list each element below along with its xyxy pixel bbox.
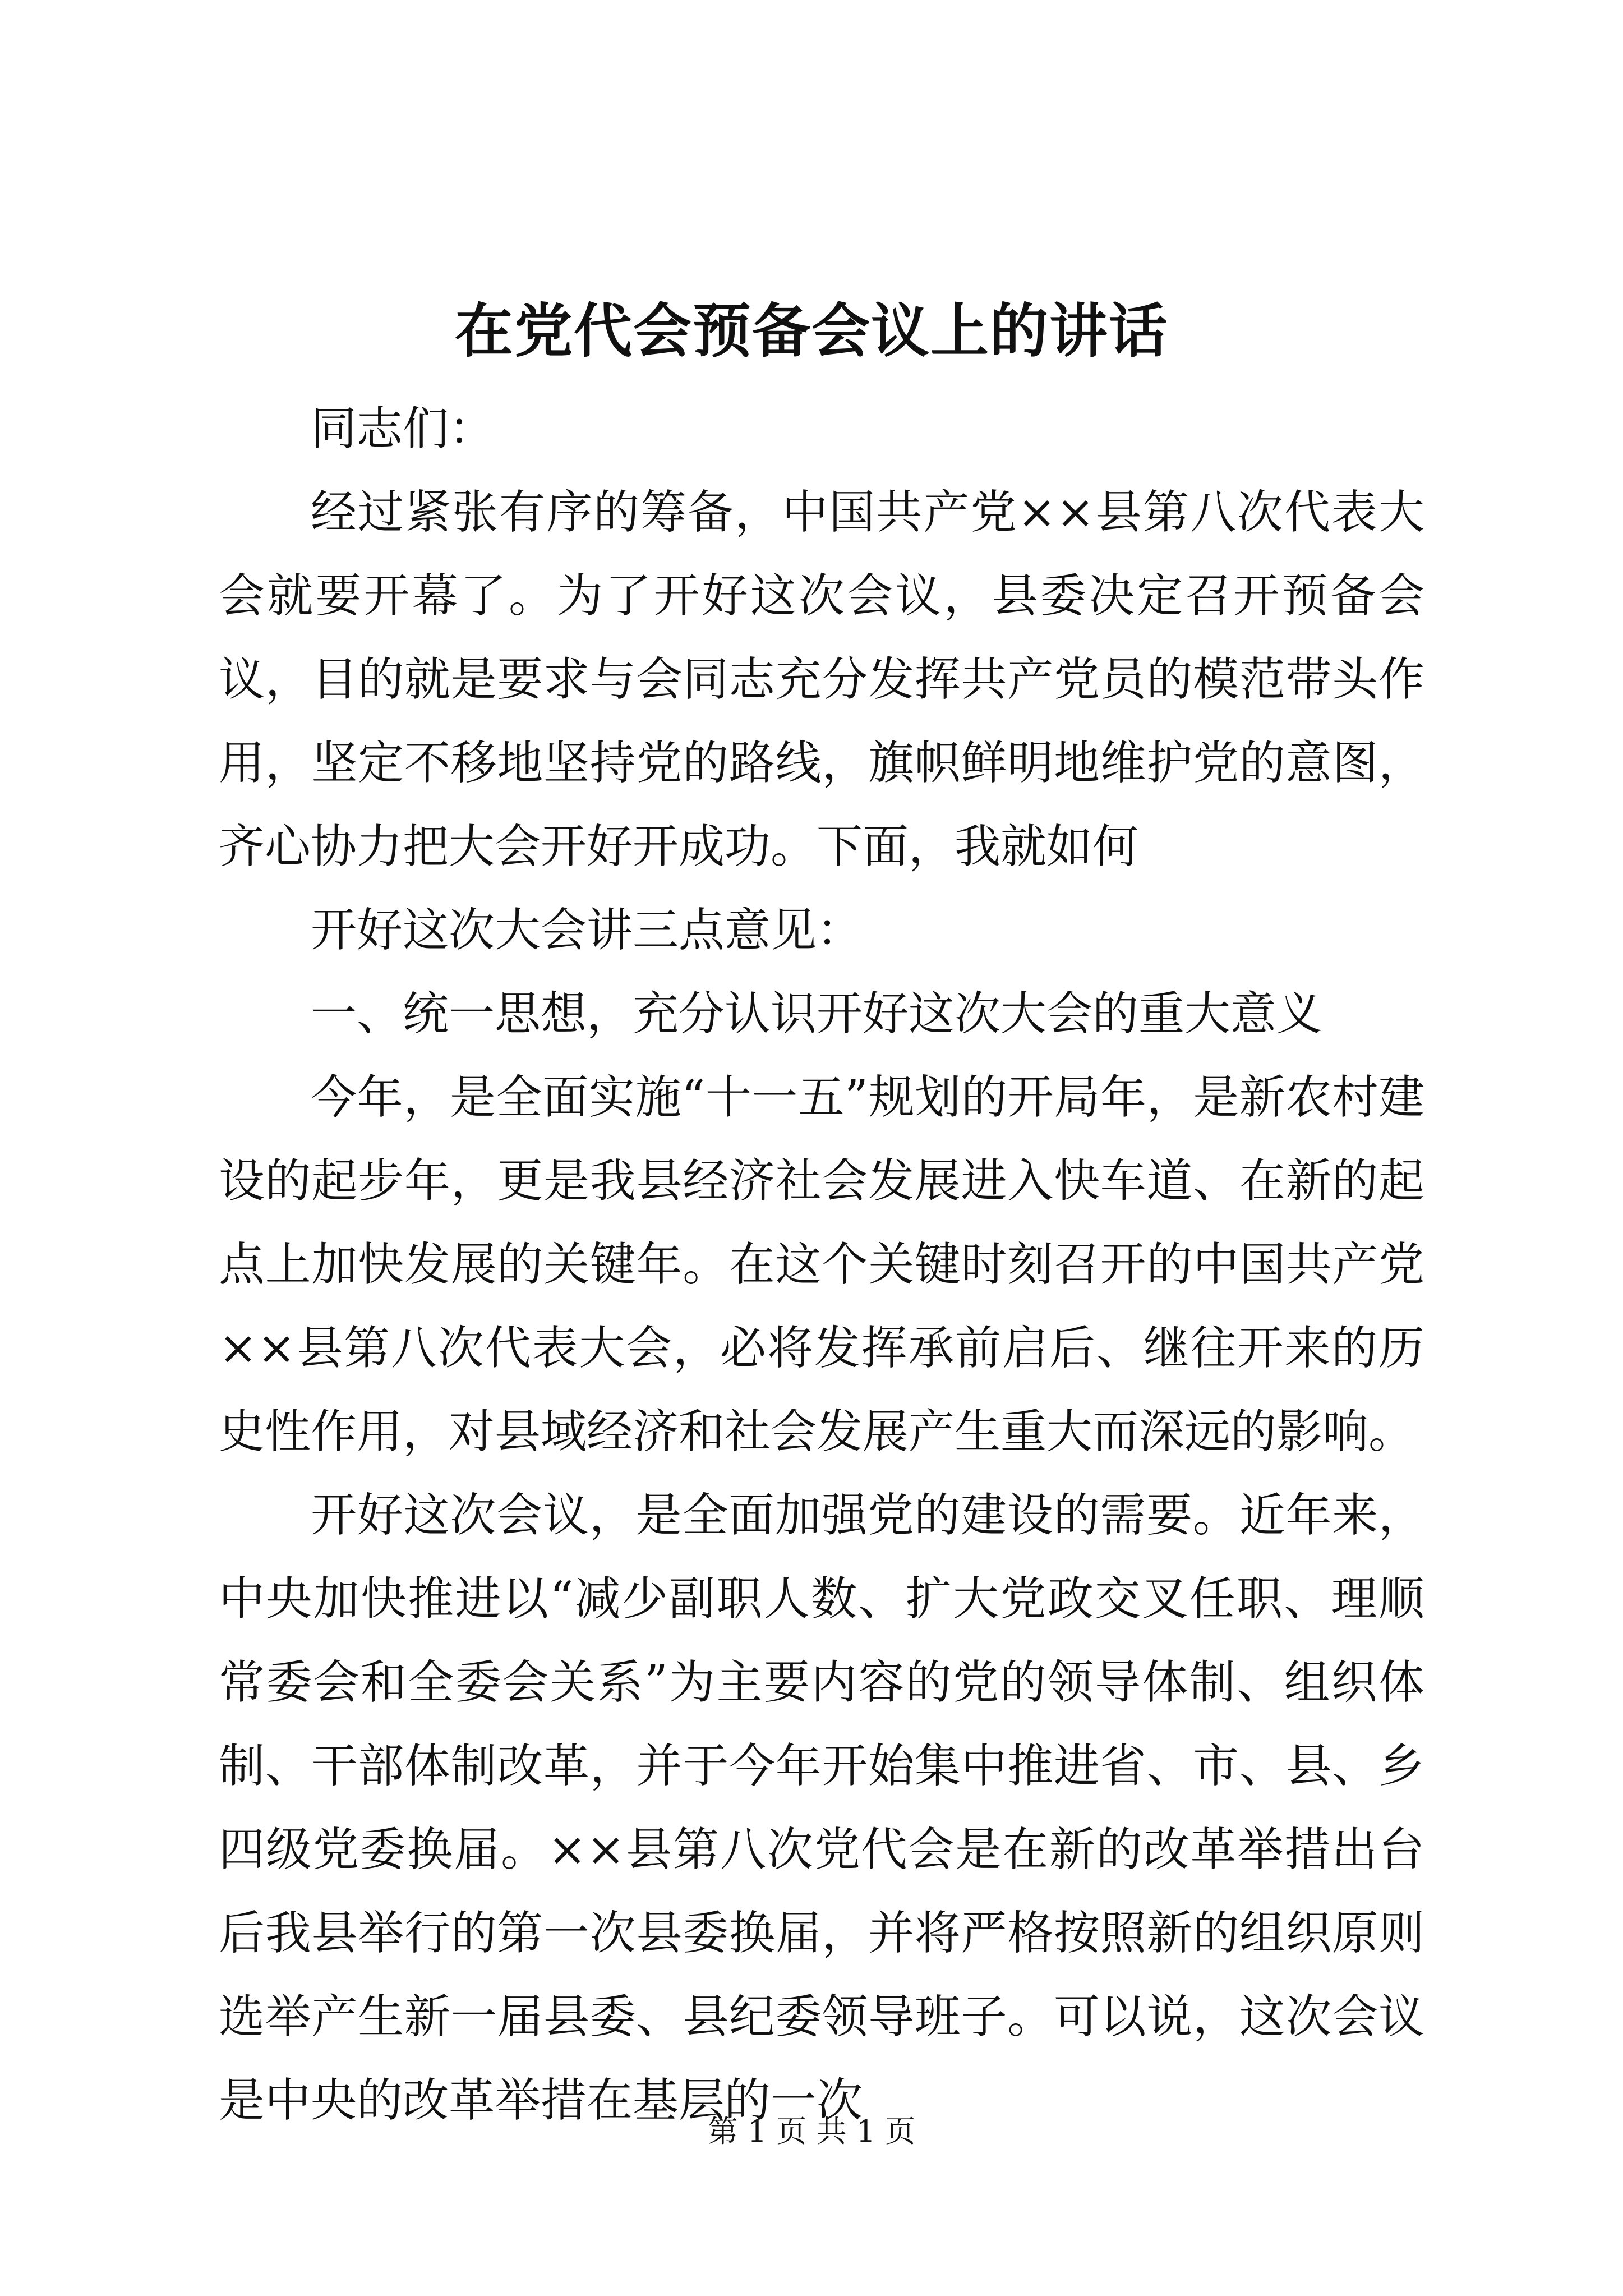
page-footer: 第 1 页 共 1 页 (707, 2114, 916, 2149)
body-paragraph: 开好这次大会讲三点意见： (311, 904, 863, 957)
body-paragraph: 经过紧张有序的筹备，中国共产党××县第八次代表大会就要开幕了。为了开好这次会议，县委决定召开预备会议，目的就是要求与会同志充分发挥共产党员的模范带头作用，坚定不移地坚持党的路线，旗帜鲜明地维护党的意图，齐心协力把大会开好开成功。下面，我就如何 (219, 486, 1424, 873)
document-title: 在党代会预备会议上的讲话 (454, 296, 1168, 365)
section-heading: 一、统一思想，充分认识开好这次大会的重大意义 (311, 987, 1323, 1041)
document-body (219, 387, 1424, 2142)
salutation-paragraph: 同志们： (311, 402, 495, 455)
body-paragraph: 开好这次会议，是全面加强党的建设的需要。近年来，中央加快推进以“减少副职人数、扩大党政交叉任职、理顺常委会和全委会关系”为主要内容的党的领导体制、组织体制、干部体制改革，并于今年开始集中推进省、市、县、乡四级党委换届。××县第八次党代会是在新的改革举措出台后我县举行的第一次县委换届，并将严格按照新的组织原则选举产生新一届县委、县纪委领导班子。可以说，这次会议是中央的改革举措在基层的一次 (219, 1489, 1424, 2127)
body-paragraph: 今年，是全面实施“十一五”规划的开局年，是新农村建设的起步年，更是我县经济社会发展进入快车道、在新的起点上加快发展的关键年。在这个关键时刻召开的中国共产党××县第八次代表大会，必将发挥承前启后、继往开来的历史性作用，对县域经济和社会发展产生重大而深远的影响。 (219, 1071, 1424, 1458)
